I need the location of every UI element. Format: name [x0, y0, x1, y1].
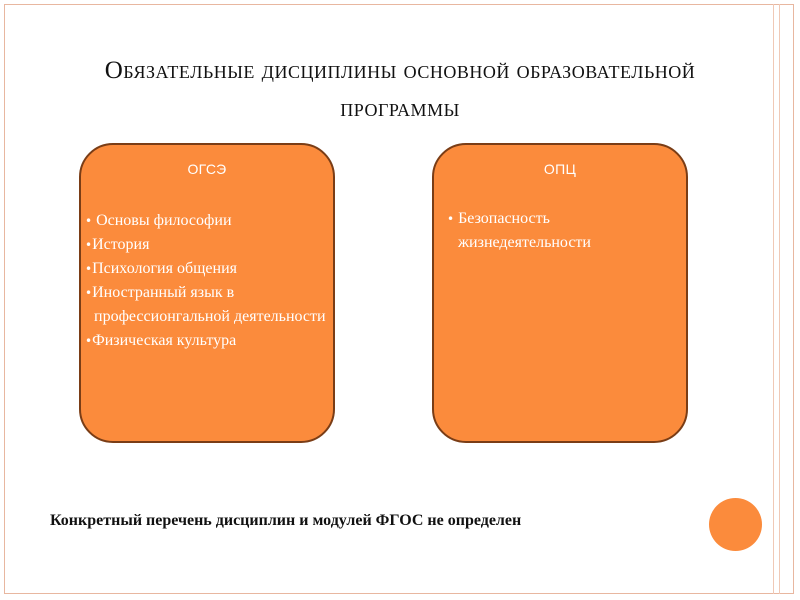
- bullet-icon: •: [85, 238, 93, 252]
- bullet-icon: •: [85, 214, 93, 228]
- bullet-icon: •: [85, 334, 93, 348]
- slide-title: Обязательные дисциплины основной образовательной программы: [104, 57, 696, 122]
- list-item: •Иностранный язык в профессионгальной деятельности: [85, 284, 326, 325]
- bullet-icon: •: [85, 262, 93, 276]
- footnote-text: Конкретный перечень дисциплин и модулей ФГОС не определен: [50, 512, 522, 529]
- decorative-circle: [709, 498, 762, 551]
- ogse-title: ОГСЭ: [187, 161, 227, 177]
- list-item: • Безопасность жизнедеятельности: [447, 210, 591, 251]
- ogse-box: [79, 143, 335, 443]
- list-item: •Психология общения: [85, 260, 237, 277]
- decorative-side-line: [779, 4, 780, 594]
- decorative-side-line: [773, 4, 774, 594]
- list-item: •История: [85, 236, 150, 253]
- ogse-list: [85, 209, 330, 353]
- opc-title: ОПЦ: [543, 161, 577, 177]
- list-item: • Основы философии: [85, 212, 232, 229]
- bullet-icon: •: [85, 286, 93, 300]
- list-item: •Физическая культура: [85, 332, 237, 349]
- bullet-icon: •: [447, 212, 455, 226]
- opc-list: [447, 207, 667, 255]
- opc-box: [432, 143, 688, 443]
